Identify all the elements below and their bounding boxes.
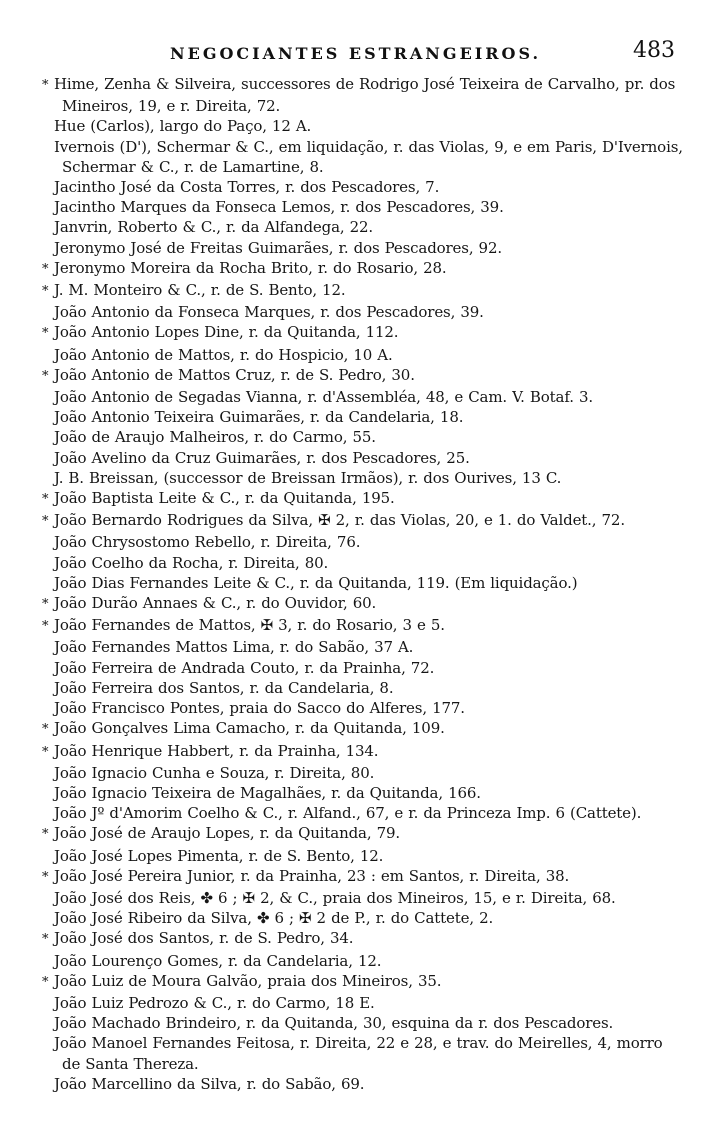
list-item bbox=[42, 1074, 685, 1094]
entry-text: João Fernandes Mattos Lima, r. do Sabão, 37 A. bbox=[54, 638, 414, 657]
entry-text: João José Ribeiro da Silva, ✤ 6 ; ✠ 2 de P., r. do Cattete, 2. bbox=[54, 909, 494, 928]
list-item bbox=[42, 137, 685, 177]
list-item bbox=[42, 866, 685, 888]
entry-mark: * bbox=[42, 744, 49, 760]
entry-text: João Baptista Leite & C., r. da Quitanda, 195. bbox=[54, 489, 395, 508]
merchant-list bbox=[42, 74, 685, 1094]
list-item bbox=[42, 488, 685, 510]
list-item bbox=[42, 258, 685, 280]
list-item bbox=[42, 532, 685, 552]
list-item bbox=[42, 846, 685, 866]
entry-text: João Fernandes de Mattos, ✠ 3, r. do Rosario, 3 e 5. bbox=[54, 616, 445, 635]
list-item bbox=[42, 637, 685, 657]
list-item bbox=[42, 510, 685, 532]
list-item bbox=[42, 74, 685, 116]
entry-text: João Dias Fernandes Leite & C., r. da Quitanda, 119. (Em liquidação.) bbox=[54, 573, 578, 592]
list-item bbox=[42, 302, 685, 322]
entry-text: João Jº d'Amorim Coelho & C., r. Alfand., 67, e r. da Princeza Imp. 6 (Cattete). bbox=[54, 804, 642, 823]
list-item bbox=[42, 177, 685, 197]
entry-text: Ivernois (D'), Schermar & C., em liquidação, r. das Violas, 9, e em Paris, D'Ivernois, Schermar & C., r. de Lamartine, 8. bbox=[54, 137, 683, 176]
entry-mark: * bbox=[42, 492, 49, 508]
entry-text: João Avelino da Cruz Guimarães, r. dos Pescadores, 25. bbox=[54, 448, 470, 467]
entry-text: João Ferreira dos Santos, r. da Candelaria, 8. bbox=[54, 678, 394, 697]
list-item bbox=[42, 448, 685, 468]
entry-text: Jacintho José da Costa Torres, r. dos Pescadores, 7. bbox=[54, 178, 440, 197]
entry-text: João Bernardo Rodrigues da Silva, ✠ 2, r. das Violas, 20, e 1. do Valdet., 72. bbox=[54, 511, 625, 530]
entry-text: João Ferreira de Andrada Couto, r. da Prainha, 72. bbox=[54, 658, 435, 677]
list-item bbox=[42, 468, 685, 488]
entry-text: João Durão Annaes & C., r. do Ouvidor, 60. bbox=[54, 594, 377, 613]
entry-mark: * bbox=[42, 514, 49, 530]
entry-text: João Antonio de Segadas Vianna, r. d'Assembléa, 48, e Cam. V. Botaf. 3. bbox=[54, 388, 593, 407]
running-title: NEGOCIANTES ESTRANGEIROS. bbox=[170, 44, 542, 63]
list-item bbox=[42, 407, 685, 427]
list-item bbox=[42, 345, 685, 365]
entry-text: Jeronymo José de Freitas Guimarães, r. dos Pescadores, 92. bbox=[54, 238, 502, 257]
entry-text: João Antonio Lopes Dine, r. da Quitanda, 112. bbox=[54, 323, 399, 342]
list-item bbox=[42, 280, 685, 302]
entry-text: João Manoel Fernandes Feitosa, r. Direita, 22 e 28, e trav. do Meirelles, 4, morro de Santa Thereza. bbox=[54, 1034, 663, 1073]
entry-text: J. M. Monteiro & C., r. de S. Bento, 12. bbox=[54, 281, 346, 300]
entry-mark: * bbox=[42, 869, 49, 885]
list-item bbox=[42, 365, 685, 387]
entry-mark: * bbox=[42, 368, 49, 384]
entry-mark: * bbox=[42, 932, 49, 948]
entry-text: João Luiz Pedrozo & C., r. do Carmo, 18 E. bbox=[54, 993, 375, 1012]
entry-mark: * bbox=[42, 722, 49, 738]
list-item bbox=[42, 1033, 685, 1073]
entry-text: Hime, Zenha & Silveira, successores de Rodrigo José Teixeira de Carvalho, pr. dos Mineiros, 19, e r. Direita, 72. bbox=[54, 75, 676, 116]
list-item bbox=[42, 615, 685, 637]
entry-text: João Lourenço Gomes, r. da Candelaria, 12. bbox=[54, 951, 382, 970]
entry-text: João Gonçalves Lima Camacho, r. da Quitanda, 109. bbox=[54, 719, 445, 738]
entry-text: Jacintho Marques da Fonseca Lemos, r. dos Pescadores, 39. bbox=[54, 198, 504, 217]
entry-text: João Luiz de Moura Galvão, praia dos Mineiros, 35. bbox=[54, 971, 442, 990]
list-item bbox=[42, 803, 685, 823]
list-item bbox=[42, 763, 685, 783]
entry-text: Jeronymo Moreira da Rocha Brito, r. do Rosario, 28. bbox=[54, 258, 447, 277]
list-item bbox=[42, 238, 685, 258]
list-item bbox=[42, 783, 685, 803]
entry-text: João José Pereira Junior, r. da Prainha, 23 : em Santos, r. Direita, 38. bbox=[54, 866, 570, 885]
list-item bbox=[42, 427, 685, 447]
list-item bbox=[42, 217, 685, 237]
entry-text: João de Araujo Malheiros, r. do Carmo, 55. bbox=[54, 428, 376, 447]
page-number: 483 bbox=[633, 38, 675, 63]
entry-text: João Antonio Teixeira Guimarães, r. da Candelaria, 18. bbox=[54, 408, 464, 427]
entry-mark: * bbox=[42, 284, 49, 300]
entry-mark: * bbox=[42, 78, 49, 93]
list-item bbox=[42, 553, 685, 573]
entry-text: João Coelho da Rocha, r. Direita, 80. bbox=[54, 553, 329, 572]
entry-mark: * bbox=[42, 974, 49, 990]
entry-text: Hue (Carlos), largo do Paço, 12 A. bbox=[54, 117, 312, 136]
list-item bbox=[42, 593, 685, 615]
list-item bbox=[42, 322, 685, 344]
entry-mark: * bbox=[42, 261, 49, 277]
list-item bbox=[42, 1013, 685, 1033]
list-item bbox=[42, 678, 685, 698]
entry-mark: * bbox=[42, 326, 49, 342]
entry-text: J. B. Breissan, (successor de Breissan Irmãos), r. dos Ourives, 13 C. bbox=[54, 468, 562, 487]
entry-text: João Henrique Habbert, r. da Prainha, 134. bbox=[54, 741, 379, 760]
entry-text: João Antonio da Fonseca Marques, r. dos Pescadores, 39. bbox=[54, 303, 484, 322]
list-item bbox=[42, 888, 685, 908]
entry-mark: * bbox=[42, 619, 49, 635]
entry-text: Janvrin, Roberto & C., r. da Alfandega, 22. bbox=[54, 218, 374, 237]
list-item bbox=[42, 658, 685, 678]
list-item bbox=[42, 823, 685, 845]
list-item bbox=[42, 951, 685, 971]
list-item bbox=[42, 573, 685, 593]
entry-text: João Chrysostomo Rebello, r. Direita, 76. bbox=[54, 533, 361, 552]
list-item bbox=[42, 741, 685, 763]
entry-text: João Ignacio Teixeira de Magalhães, r. da Quitanda, 166. bbox=[54, 783, 481, 802]
list-item bbox=[42, 197, 685, 217]
entry-text: João Marcellino da Silva, r. do Sabão, 69. bbox=[54, 1074, 365, 1093]
entry-text: João Antonio de Mattos Cruz, r. de S. Pedro, 30. bbox=[54, 365, 415, 384]
entry-text: João Machado Brindeiro, r. da Quitanda, 30, esquina da r. dos Pescadores. bbox=[54, 1014, 614, 1033]
list-item bbox=[42, 718, 685, 740]
entry-text: João Ignacio Cunha e Souza, r. Direita, 80. bbox=[54, 763, 375, 782]
entry-text: João José de Araujo Lopes, r. da Quitanda, 79. bbox=[54, 824, 400, 843]
list-item bbox=[42, 971, 685, 993]
list-item bbox=[42, 387, 685, 407]
entry-text: João José dos Santos, r. de S. Pedro, 34. bbox=[54, 929, 354, 948]
entry-text: João José Lopes Pimenta, r. de S. Bento, 12. bbox=[54, 846, 384, 865]
list-item bbox=[42, 698, 685, 718]
list-item bbox=[42, 993, 685, 1013]
entry-text: João José dos Reis, ✤ 6 ; ✠ 2, & C., praia dos Mineiros, 15, e r. Direita, 68. bbox=[54, 888, 616, 907]
entry-text: João Antonio de Mattos, r. do Hospicio, 10 A. bbox=[54, 345, 393, 364]
page-header bbox=[0, 38, 715, 74]
entry-mark: * bbox=[42, 827, 49, 843]
entry-mark: * bbox=[42, 597, 49, 613]
list-item bbox=[42, 908, 685, 928]
list-item bbox=[42, 116, 685, 136]
list-item bbox=[42, 928, 685, 950]
entry-text: João Francisco Pontes, praia do Sacco do Alferes, 177. bbox=[54, 699, 465, 718]
